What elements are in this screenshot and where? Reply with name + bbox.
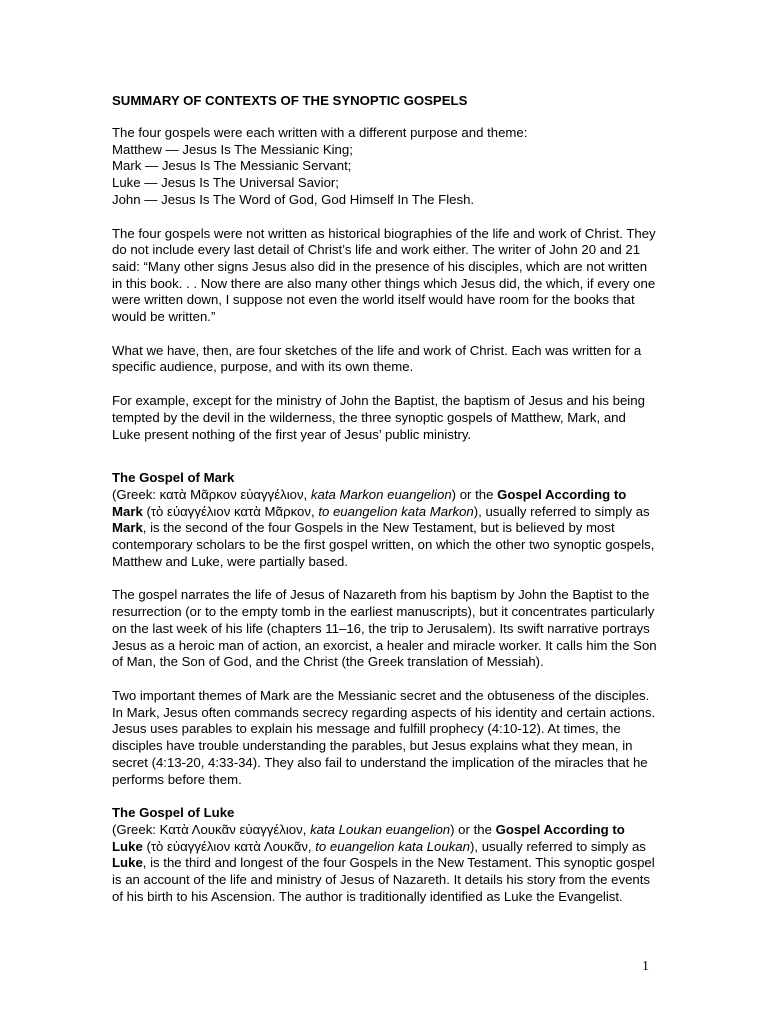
- mark-paragraph-3: Two important themes of Mark are the Messianic secret and the obtuseness of the disciples. In Mark, Jesus often commands secrecy regarding aspects of his identity and certain actions. Jesus uses parables to explain his message and fulfill prophecy (4:10-12). At times, the disciples have trouble understanding the parables, but Jesus explains what they mean, in secret (4:13-20, 4:33-34). They also fail to understand the implication of the miracles that he performs before them.: [112, 687, 656, 787]
- intro-line-mark: Mark — Jesus Is The Messianic Servant;: [112, 158, 352, 174]
- intro-line: The four gospels were each written with a different purpose and theme:: [112, 125, 528, 140]
- section-heading-mark: The Gospel of Mark: [112, 470, 235, 486]
- intro-line-john: John — Jesus Is The Word of God, God Himself In The Flesh.: [112, 191, 475, 207]
- text-run: (Greek: Κατὰ Λουκᾶν εὐαγγέλιον,: [112, 821, 311, 837]
- mark-paragraph-1: [112, 487, 658, 571]
- paragraph-sketches: What we have, then, are four sketches of the life and work of Christ. Each was written for a specific audience, purpose, and with its own theme.: [112, 342, 642, 375]
- text-run: ) or the: [450, 821, 496, 837]
- bold-run: Gospel According to Luke: [112, 821, 625, 854]
- text-run: (τὸ εὐαγγέλιον κατὰ Λουκᾶν,: [142, 838, 316, 854]
- intro-line-matthew: Matthew — Jesus Is The Messianic King;: [112, 141, 353, 157]
- text-run: (Greek: κατὰ Μᾶρκον εὐαγγέλιον,: [112, 486, 311, 502]
- italic-run: to euangelion kata Loukan: [315, 838, 470, 854]
- italic-run: kata Markon euangelion: [310, 486, 452, 502]
- text-run: ), usually referred to simply as: [473, 503, 650, 519]
- paragraph-not-biographies: The four gospels were not written as historical biographies of the life and work of Christ. They do not include every last detail of Christ’s life and work either. The writer of John 20 and 21 said: “Many other signs Jesus also did in the presence of his disciples, which are not written in this book. . . Now there are also many other things which Jesus did, the which, if every one were written down, I suppose not even the world itself would have room for the books that would be written.”: [112, 225, 656, 325]
- paragraph-example: For example, except for the ministry of John the Baptist, the baptism of Jesus and his being tempted by the devil in the wilderness, the three synoptic gospels of Matthew, Mark, and Luke present nothing of the first year of Jesus’ public ministry.: [112, 393, 645, 442]
- text-run: (τὸ εὐαγγέλιον κατὰ Μᾶρκον,: [142, 503, 319, 519]
- mark-paragraph-2: The gospel narrates the life of Jesus of Nazareth from his baptism by John the Baptist to the resurrection (or to the empty tomb in the earliest manuscripts), but it concentrates particularly on the last week of his life (chapters 11–16, the trip to Jerusalem). Its swift narrative portrays Jesus as a heroic man of action, an exorcist, a healer and miracle worker. It calls him the Son of Man, the Son of God, and the Christ (the Greek translation of Messiah).: [112, 587, 657, 670]
- luke-paragraph-1: [112, 822, 658, 906]
- italic-run: kata Loukan euangelion: [310, 821, 451, 837]
- document-title: SUMMARY OF CONTEXTS OF THE SYNOPTIC GOSPELS: [112, 93, 468, 108]
- text-run: , is the second of the four Gospels in the New Testament, but is believed by most contemporary scholars to be the first gospel written, on which the other two synoptic gospels, Matthew and Luke, were partially based.: [112, 520, 655, 569]
- text-run: , is the third and longest of the four Gospels in the New Testament. This synoptic gospel is an account of the life and ministry of Jesus of Nazareth. It details his story from the events of his birth to his Ascension. The author is traditionally identified as Luke the Evangelist.: [112, 855, 655, 904]
- italic-run: to euangelion kata Markon: [318, 503, 474, 519]
- bold-run: Gospel According to Mark: [112, 486, 627, 519]
- intro-line-luke: Luke — Jesus Is The Universal Savior;: [112, 175, 339, 191]
- text-run: ) or the: [451, 486, 498, 502]
- bold-run: Luke: [112, 855, 143, 871]
- intro-list: [112, 125, 658, 209]
- document-page: [112, 92, 658, 905]
- text-run: ), usually referred to simply as: [469, 838, 646, 854]
- section-heading-luke: The Gospel of Luke: [112, 805, 235, 821]
- page-number: 1: [642, 959, 649, 974]
- bold-run: Mark: [112, 520, 143, 536]
